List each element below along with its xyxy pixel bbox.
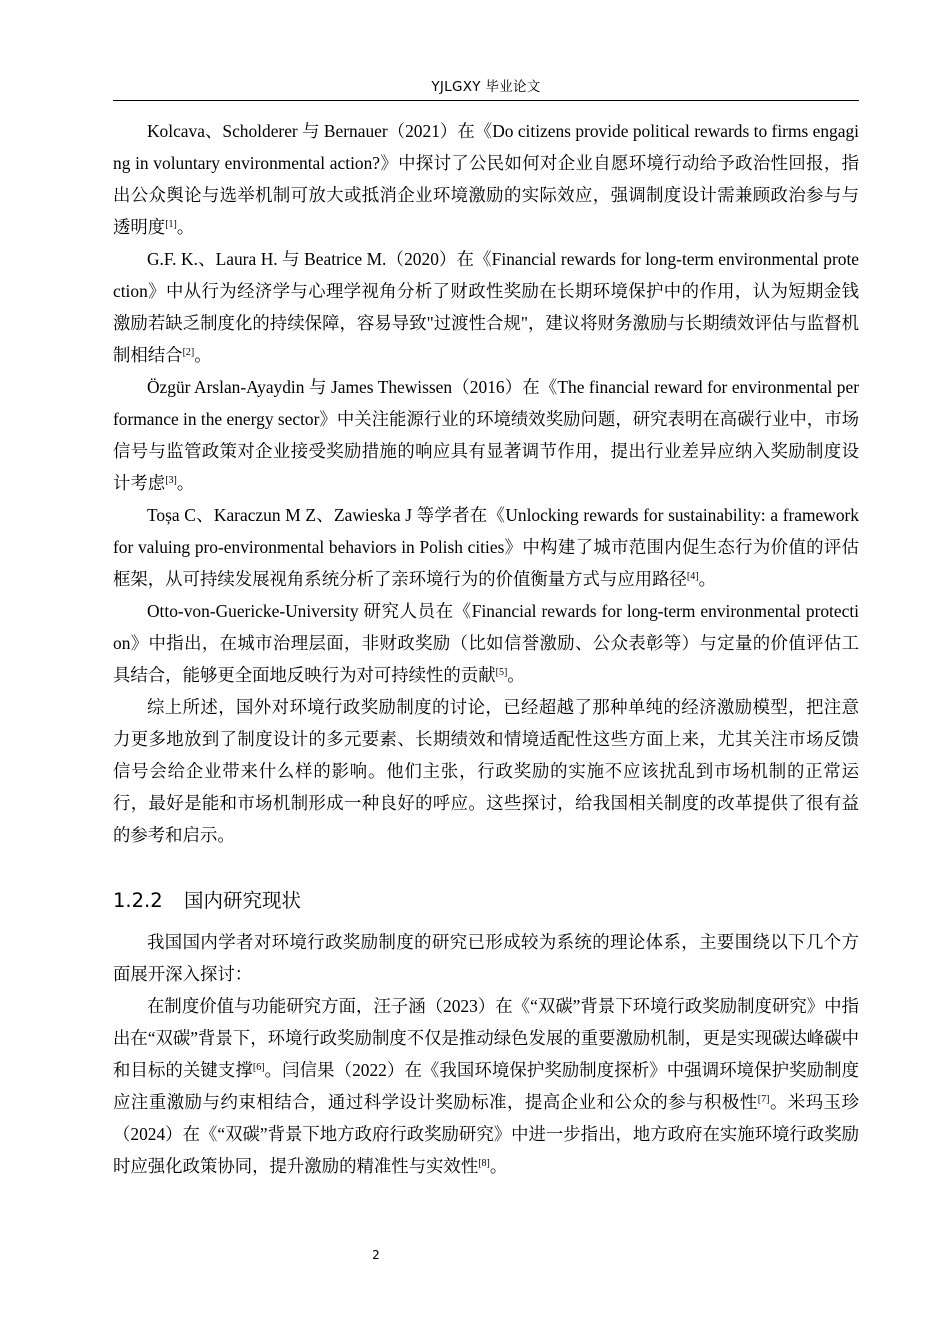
citation-ref: [6] bbox=[252, 1062, 265, 1073]
paragraph-2 bbox=[113, 243, 859, 371]
section-paragraph-1 bbox=[113, 926, 859, 990]
body-text bbox=[113, 115, 859, 1182]
paragraph-end: 。 bbox=[507, 665, 525, 685]
citation-ref: [7] bbox=[757, 1094, 770, 1105]
paragraph-text: Otto-von-Guericke-University 研究人员在《Financial rewards for long-term environmental protection》中指出，在城市治理层面，非财政奖励（比如信誉激励、公众表彰等）与定量的价值评估工具结合，能够更全面地反映行为对可持续性的贡献 bbox=[113, 601, 859, 685]
section-number: 1.2.2 bbox=[113, 889, 163, 912]
citation-ref: [3] bbox=[165, 475, 177, 486]
header-rule bbox=[113, 100, 859, 101]
citation-ref: [5] bbox=[495, 667, 508, 678]
paragraph-text: G.F. K.、Laura H. 与 Beatrice M.（2020）在《Financial rewards for long-term environmental protection》中从行为经济学与心理学视角分析了财政性奖励在长期环境保护中的作用，认为短期金钱激励若缺乏制度化的持续保障，容易导致"过渡性合规"，建议将财务激励与长期绩效评估与监督机制相结合 bbox=[113, 249, 859, 365]
section-paragraph-2 bbox=[113, 990, 859, 1182]
paragraph-text: Toșa C、Karaczun M Z、Zawieska J 等学者在《Unlocking rewards for sustainability: a framework for valuing pro-environmental behaviors in Polish cities》中构建了城市范围内促生态行为价值的评估框架，从可持续发展视角系统分析了亲环境行为的价值衡量方式与应用路径 bbox=[113, 505, 859, 589]
paragraph-text: 综上所述，国外对环境行政奖励制度的讨论，已经超越了那种单纯的经济激励模型，把注意力更多地放到了制度设计的多元要素、长期绩效和情境适配性这些方面上来，尤其关注市场反馈信号会给企业带来什么样的影响。他们主张，行政奖励的实施不应该扰乱到市场机制的正常运行，最好是能和市场机制形成一种良好的呼应。这些探讨，给我国相关制度的改革提供了很有益的参考和启示。 bbox=[113, 697, 859, 845]
page-header: YJLGXY 毕业论文 bbox=[431, 79, 541, 95]
paragraph-3 bbox=[113, 371, 859, 499]
paragraph-text: 。米玛玉珍（2024）在《“双碳”背景下地方政府行政奖励研究》中进一步指出，地方政府在实施环境行政奖励时应强化政策协同，提升激励的精准性与实效性 bbox=[113, 1092, 859, 1176]
section-title: 国内研究现状 bbox=[184, 889, 302, 912]
page-number: 2 bbox=[372, 1248, 380, 1262]
citation-ref: [4] bbox=[686, 571, 699, 582]
paragraph-text: Özgür Arslan-Ayaydin 与 James Thewissen（2016）在《The financial reward for environmental performance in the energy sector》中关注能源行业的环境绩效奖励问题，研究表明在高碳行业中，市场信号与监管政策对企业接受奖励措施的响应具有显著调节作用，提出行业差异应纳入奖励制度设计考虑 bbox=[113, 377, 859, 493]
paragraph-text: 我国国内学者对环境行政奖励制度的研究已形成较为系统的理论体系，主要围绕以下几个方面展开深入探讨： bbox=[113, 932, 859, 984]
paragraph-end: 。 bbox=[176, 473, 195, 493]
paragraph-end: 。 bbox=[489, 1156, 508, 1176]
paragraph-end: 。 bbox=[698, 569, 716, 589]
paragraph-text: 。闫信果（2022）在《我国环境保护奖励制度探析》中强调环境保护奖励制度应注重激励与约束相结合，通过科学设计奖励标准，提高企业和公众的参与积极性 bbox=[113, 1060, 859, 1112]
paragraph-end: 。 bbox=[194, 345, 212, 365]
paragraph-6 bbox=[113, 691, 859, 851]
section-heading bbox=[113, 885, 859, 917]
citation-ref: [8] bbox=[478, 1158, 490, 1169]
paragraph-text: 在制度价值与功能研究方面，汪子涵（2023）在《“双碳”背景下环境行政奖励制度研究》中指出在“双碳”背景下，环境行政奖励制度不仅是推动绿色发展的重要激励机制，更是实现碳达峰碳中和目标的关键支撑 bbox=[113, 996, 859, 1080]
paragraph-1 bbox=[113, 115, 859, 243]
paragraph-4 bbox=[113, 499, 859, 595]
paragraph-text: Kolcava、Scholderer 与 Bernauer（2021）在《Do citizens provide political rewards to firms engaging in voluntary environmental action?》中探讨了公民如何对企业自愿环境行动给予政治性回报，指出公众舆论与选举机制可放大或抵消企业环境激励的实际效应，强调制度设计需兼顾政治参与与透明度 bbox=[113, 121, 859, 237]
paragraph-end: 。 bbox=[176, 217, 195, 237]
citation-ref: [2] bbox=[182, 347, 195, 358]
paragraph-5 bbox=[113, 595, 859, 691]
citation-ref: [1] bbox=[165, 219, 177, 230]
